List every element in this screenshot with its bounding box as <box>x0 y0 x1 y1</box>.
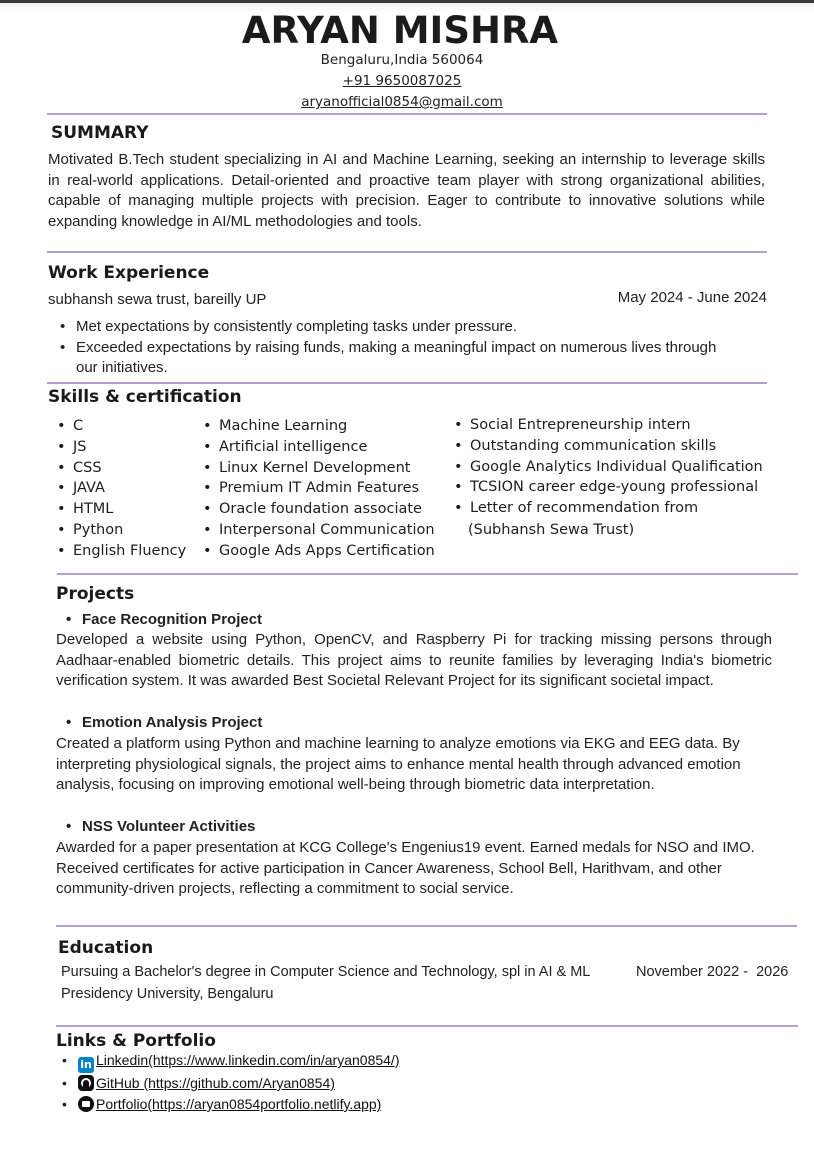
divider <box>47 382 767 384</box>
certification-item: • Letter of recommendation from <box>452 498 763 519</box>
skill-item: • Machine Learning <box>201 416 435 437</box>
skill-item: • English Fluency <box>55 541 186 562</box>
link-item-linkedin <box>60 1050 400 1073</box>
skills-heading: Skills & certification <box>48 387 242 407</box>
skill-item: • Linux Kernel Development <box>201 458 435 479</box>
work-bullet: • Met expectations by consistently completing tasks under pressure. <box>58 317 738 338</box>
certification-item: • Outstanding communication skills <box>452 436 763 457</box>
project-title: • Face Recognition Project <box>64 610 262 631</box>
skill-item: • Interpersonal Communication <box>201 520 435 541</box>
divider <box>47 251 767 253</box>
skills-column-2 <box>201 416 435 562</box>
certification-item: • Google Analytics Individual Qualification <box>452 457 763 478</box>
projects-heading: Projects <box>56 584 135 604</box>
links-heading: Links & Portfolio <box>56 1031 216 1051</box>
work-dates: May 2024 - June 2024 <box>617 289 767 306</box>
divider <box>47 113 767 115</box>
skill-item: • Oracle foundation associate <box>201 499 435 520</box>
link-item-portfolio <box>60 1094 400 1115</box>
summary-text: Motivated B.Tech student specializing in AI and Machine Learning, seeking an internship to leverage skills in real-world applications. Detail-oriented and proactive team player with strong organizational abilities, capable of managing multiple projects with precision. Eager to contribute to innovative solutions while expanding knowledge in AI/ML methodologies and tools. <box>48 151 765 231</box>
work-bullets <box>58 317 738 379</box>
github-link[interactable]: GitHub (https://github.com/Aryan0854) <box>96 1075 335 1091</box>
skill-item: • JAVA <box>55 478 186 499</box>
location: Bengaluru,India 560064 <box>320 52 484 68</box>
divider <box>57 573 798 575</box>
portfolio-link[interactable]: Portfolio(https://aryan0854portfolio.netlify.app) <box>96 1096 382 1112</box>
work-bullet: • Exceeded expectations by raising funds, making a meaningful impact on numerous lives through our initiatives. <box>58 338 738 379</box>
certification-continuation: (Subhansh Sewa Trust) <box>468 522 635 538</box>
skills-column-1 <box>55 416 186 562</box>
skill-item: • C <box>55 416 186 437</box>
divider <box>56 1025 798 1027</box>
phone-link[interactable]: +91 9650087025 <box>342 73 462 89</box>
links-list <box>60 1050 400 1115</box>
skill-item: • Python <box>55 520 186 541</box>
project-description: Developed a website using Python, OpenCV, and Raspberry Pi for tracking missing persons through Aadhaar-enabled biometric details. This project aims to reunite families by leveraging India's biometric verification system. It was awarded Best Societal Relevant Project for its significant societal impact. <box>56 631 772 690</box>
project-title-list <box>64 610 262 631</box>
divider <box>56 925 797 927</box>
project-title-list <box>64 817 255 838</box>
email-link[interactable]: aryanofficial0854@gmail.com <box>301 94 503 110</box>
skill-item: • CSS <box>55 458 186 479</box>
project-title: • NSS Volunteer Activities <box>64 817 255 838</box>
certification-item: • TCSION career edge-young professional <box>452 477 763 498</box>
skills-column-3 <box>452 415 763 519</box>
summary-heading: SUMMARY <box>51 123 149 143</box>
linkedin-link[interactable]: Linkedin(https://www.linkedin.com/in/aryan0854/) <box>96 1052 400 1068</box>
candidate-name: ARYAN MISHRA <box>241 9 559 52</box>
education-heading: Education <box>58 938 154 958</box>
education-degree: Pursuing a Bachelor's degree in Computer Science and Technology, spl in AI & ML <box>61 964 591 980</box>
project-title: • Emotion Analysis Project <box>64 713 262 734</box>
skill-item: • Premium IT Admin Features <box>201 478 435 499</box>
linkedin-icon: in <box>78 1057 94 1073</box>
education-institution: Presidency University, Bengaluru <box>61 986 274 1002</box>
skill-item: • Google Ads Apps Certification <box>201 541 435 562</box>
skill-item: • Artificial intelligence <box>201 437 435 458</box>
project-title-list <box>64 713 262 734</box>
certification-item: • Social Entrepreneurship intern <box>452 415 763 436</box>
project-description: Awarded for a paper presentation at KCG College's Engenius19 event. Earned medals for NSO and IMO. Received certificates for active participation in Cancer Awareness, School Bell, Harithvam, and other community-driven projects, reflecting a commitment to social service. <box>56 839 755 898</box>
skill-item: • HTML <box>55 499 186 520</box>
project-description: Created a platform using Python and machine learning to analyze emotions via EKG and EEG data. By interpreting physiological signals, the project aims to enhance mental health through advanced emotion analysis, focusing on improving emotional well-being through biometric data interpretation. <box>56 735 741 794</box>
education-dates: November 2022 - 2026 <box>636 964 789 980</box>
skill-item: • JS <box>55 437 186 458</box>
work-heading: Work Experience <box>48 263 210 283</box>
work-organization: subhansh sewa trust, bareilly UP <box>48 291 267 308</box>
portfolio-icon <box>78 1096 94 1112</box>
link-item-github <box>60 1073 400 1094</box>
github-icon <box>78 1075 94 1091</box>
